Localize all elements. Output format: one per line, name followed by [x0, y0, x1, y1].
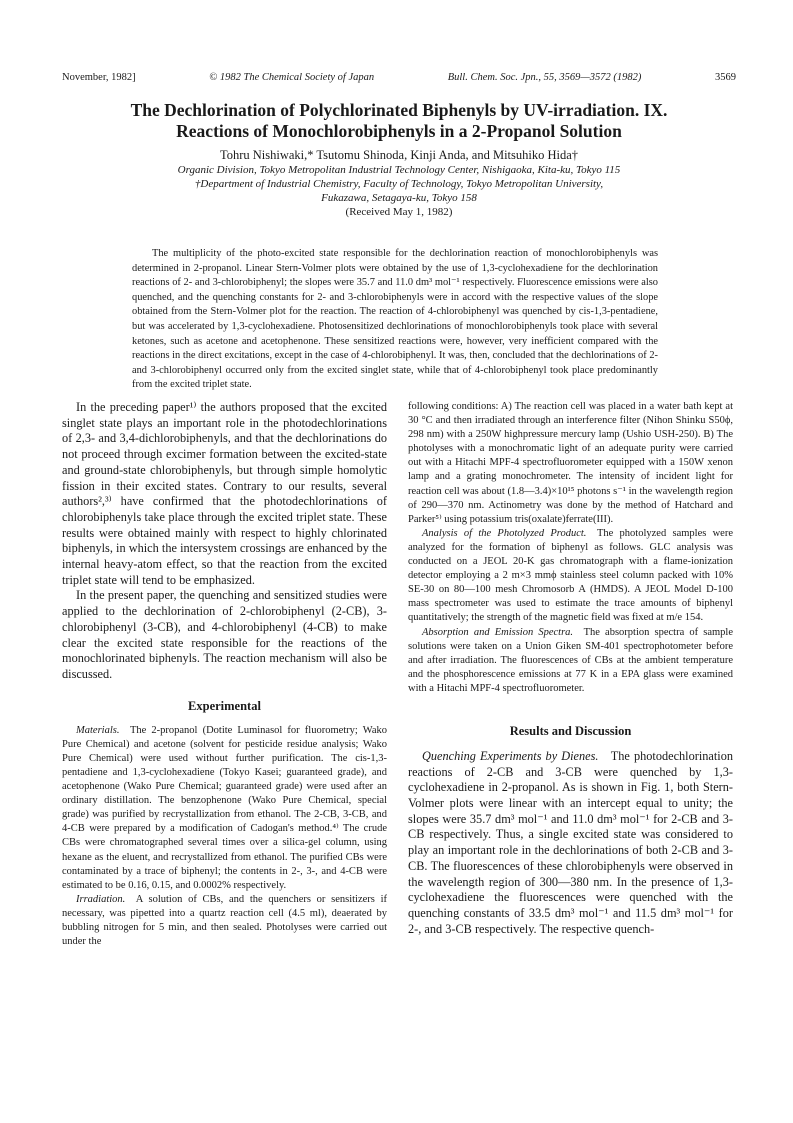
left-column: [62, 400, 387, 949]
quenching-paragraph: [408, 749, 733, 937]
header-copyright: © 1982 The Chemical Society of Japan: [209, 72, 375, 83]
title-block: [62, 100, 736, 219]
affiliation-2: †Department of Industrial Chemistry, Faculty of Technology, Tokyo Metropolitan University,: [194, 178, 604, 190]
experimental-heading: Experimental: [188, 698, 261, 713]
analysis-paragraph: [408, 527, 733, 626]
conditions-paragraph: following conditions: A) The reaction cell was placed in a water bath kept at 30 °C and then irradiated through an interference filter (Nihon Shinku S50ϕ, 298 nm) with a 250W highpressure mercury lamp (Ushio USH-250). B) The photolyses with a monochromatic light of an adequate purity were carried out with a Hitachi MPF-4 spectrofluorometer equipped with a 150W xenon lamp and a grating monochrometer. The intensity of incident light for reaction cell was about (1.8—3.4)×10¹⁵ photons s⁻¹ in the wavelength region of 290—370 nm. Actinometry was done by the method of Hatchard and Parker⁵⁾ using potassium tris(oxalate)ferrate(III).: [408, 401, 733, 525]
received-date: (Received May 1, 1982): [345, 206, 453, 218]
analysis-runin-head: Analysis of the Photolyzed Product.: [422, 527, 587, 539]
authors: Tohru Nishiwaki,* Tsutomu Shinoda, Kinji Anda, and Mitsuhiko Hida†: [219, 148, 579, 162]
absorption-text: The absorption spectra of sample solutions were taken on a Union Giken SM-401 spectrophotometer before and after irradiation. The fluorescences of CBs at the ambient temperature and the phosphorescence emissions at 77 K in a EPA glass were examined with a Hitachi MPF-4 spectrofluorometer.: [408, 626, 734, 694]
materials-text: The 2-propanol (Dotite Luminasol for fluorometry; Wako Pure Chemical) and acetone (solvent for pesticide residue analysis; Wako Pure Chemical) were used without further purification. The cis-1,3-pentadiene and 1,3-cyclohexadiene (Tokyo Kasei; guaranteed grade), and acetophenone (Wako Pure Chemical; guaranteed grade) were used after an ordinary distillation. The benzophenone (Wako Pure Chemical, special grade) was purified by recrystallization from ethanol. The 2-CB, 3-CB, and 4-CB were prepared by a modification of Cadogan's method.⁴⁾ The crude CBs were chromatographed several times over a silica-gel column, using hexane as the eluent, and recrystallized from ethanol. The purified CBs were contaminated by a trace of biphenyl; the contents in 2-, 3-, and 4-CB were estimated to be 0.16, 0.15, and 0.0002% respectively.: [62, 724, 387, 891]
quenching-runin-head: Quenching Experiments by Dienes.: [422, 748, 599, 763]
absorption-paragraph: [408, 626, 733, 696]
irradiation-paragraph: [62, 893, 387, 949]
header-page-number: 3569: [714, 72, 736, 83]
materials-paragraph: [62, 724, 387, 893]
results-heading: Results and Discussion: [509, 723, 632, 738]
header-journal: Bull. Chem. Soc. Jpn., 55, 3569—3572 (1982): [447, 72, 642, 83]
intro-paragraph-1: In the preceding paper¹⁾ the authors proposed that the excited singlet state plays an important role in the photodechlorinations of 2,3- and 3,4-dichlorobiphenyls, and that the dechlorinations do not proceed through excimer formation between the excited-state and ground-state chlorobiphenyls, but through simple homolytic fission in their excited states. Contrary to our results, several authors²,³⁾ have confirmed that the photodechlorinations of chlorobiphenyls take place through the excited triplet state. These results were obtained mainly with respect to highly chlorinated biphenyls, in which the intersystem crossings are enhanced by the internal heavy-atom effect, so that the reaction from the excited triplet state will tend to be emphasized.: [62, 400, 387, 587]
intro-paragraph-2: In the present paper, the quenching and sensitized studies were applied to the dechlorination of 2-chlorobiphenyl (2-CB), 3-chlorobiphenyl (3-CB), and 4-chlorobiphenyl (4-CB) to make clear the excited state responsible for the reactions of the monochlorinated biphenyls. The reaction mechanism will also be discussed.: [62, 588, 387, 681]
right-column: [408, 400, 733, 937]
irradiation-runin-head: Irradiation.: [76, 893, 126, 905]
title-line-2: Reactions of Monochlorobiphenyls in a 2-Propanol Solution: [176, 121, 622, 141]
quenching-text: The photodechlorination reactions of 2-CB and 3-CB were quenched by 1,3-cyclohexadiene in 2-propanol. As is shown in Fig. 1, both Stern-Volmer plots were linear with an intercept equal to unity; the slopes were 35.7 dm³ mol⁻¹ and 11.0 dm³ mol⁻¹ for 2-CB and 3-CB respectively. Thus, a single excited state was considered to play an important role in the dechlorinations of both 2-CB and 3-CB. The fluorescences of these chlorobiphenyls were observed in the wavelength region of 300—380 nm. In the presence of 1,3-cyclohexadiene the fluorescences were quenched with the quenching constants of 33.5 dm³ mol⁻¹ and 11.5 dm³ mol⁻¹ for 2-, and 3-CB respectively. The respective quench-: [408, 748, 733, 936]
abstract: The multiplicity of the photo-excited state responsible for the dechlorination reaction of monochlorobiphenyls was determined in 2-propanol. Linear Stern-Volmer plots were obtained by the use of 1,3-cyclohexadiene for the dechlorination reactions of 2- and 3-chlorobiphenyl; the slopes were 35.7 and 11.0 dm³ mol⁻¹ respectively. Fluorescence emissions were also quenched, and the quenching constants for 2- and 3-chlorobiphenyls were in accord with the respective values of the slope obtained from the Stern-Volmer plot for the reaction. The reaction of 4-chlorobiphenyl was quenched by cis-1,3-pentadiene, but was accelerated by 1,3-cyclohexadiene. Photosensitized dechlorinations of monochlorobiphenyls took place with several ketones, such as acetone and acetophenone. These sensitized reactions were, however, very inefficient compared with the reactions in the direct excitations, except in the case of 4-chlorobiphenyl. It was, then, concluded that the dechlorinations of 2- and 3-chlorobiphenyl occurred only from the excited singlet state, while that of 4-chlorobiphenyl took place predominantly from the excited triplet state.: [132, 248, 658, 391]
analysis-text: The photolyzed samples were analyzed for the formation of biphenyl as follows. GLC analysis was conducted on a JEOL 20-K gas chromatograph with a flame-ionization detector employing a 2 m×3 mmϕ stainless steel column packed with 10% SE-30 on 80—100 mesh Chromosorb A (HMDS). A JEOL Model D-100 mass spectrometer was used to estimate the trace amounts of biphenyl quantitatively; the strength of the magnetic field was fixed at m/e 154.: [408, 527, 733, 624]
affiliation-1: Organic Division, Tokyo Metropolitan Industrial Technology Center, Nishigaoka, Kita-ku, Tokyo 115: [177, 164, 621, 176]
header-date: November, 1982]: [62, 72, 136, 83]
article-title: [62, 100, 736, 142]
running-head: [62, 72, 736, 83]
irradiation-text: A solution of CBs, and the quenchers or sensitizers if necessary, was pipetted into a quartz reaction cell (4.5 ml), deaerated by bubbling nitrogen for 5 min, and then sealed. Photolyses were carried out under the: [62, 893, 387, 948]
absorption-runin-head: Absorption and Emission Spectra.: [422, 626, 574, 638]
affiliation-3: Fukazawa, Setagaya-ku, Tokyo 158: [321, 192, 477, 204]
materials-runin-head: Materials.: [76, 724, 120, 736]
title-line-1: The Dechlorination of Polychlorinated Biphenyls by UV-irradiation. IX.: [130, 100, 668, 120]
